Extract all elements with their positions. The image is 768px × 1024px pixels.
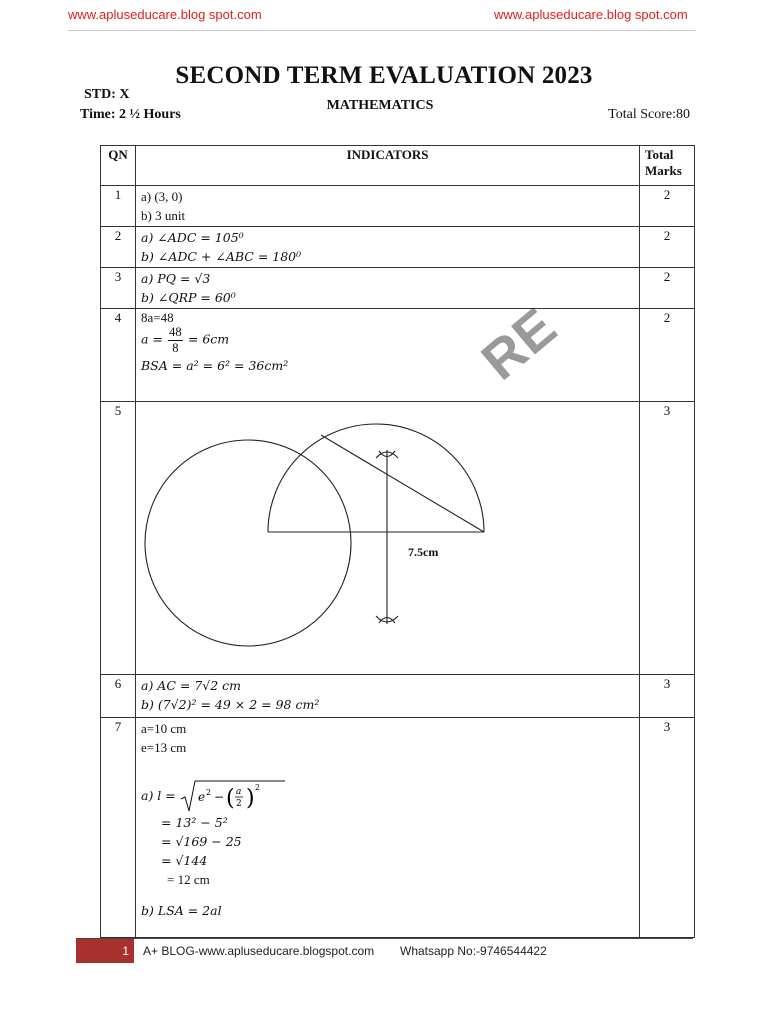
- marks-cell: 3: [640, 675, 695, 718]
- numerator: 48: [169, 325, 182, 339]
- qn-cell: 5: [101, 402, 136, 675]
- footer-divider: [76, 938, 693, 939]
- svg-text:): ): [246, 786, 255, 811]
- math-lhs: a =: [141, 331, 163, 347]
- marks-cell: 2: [640, 309, 695, 402]
- answer-line: a) PQ = √3: [141, 271, 211, 286]
- answer-line: e=13 cm: [141, 740, 187, 755]
- footer-whatsapp: Whatsapp No:-9746544422: [400, 944, 547, 958]
- answer-line: b) (7√2)² = 49 × 2 = 98 cm²: [141, 697, 320, 712]
- table-row: [101, 309, 695, 402]
- indicator-cell: [136, 718, 640, 938]
- qn-cell: 4: [101, 309, 136, 402]
- answer-line-formula: [141, 779, 634, 813]
- table-header-row: [101, 146, 695, 186]
- indicator-cell: [136, 309, 640, 402]
- answer-line: BSA = a² = 6² = 36cm²: [141, 358, 289, 373]
- header-marks: Total Marks: [640, 146, 695, 186]
- answer-key-table: [100, 145, 695, 938]
- table-row: [101, 186, 695, 227]
- exam-title: SECOND TERM EVALUATION 2023: [175, 62, 593, 89]
- fraction: [168, 325, 183, 356]
- indicator-cell: [136, 402, 640, 675]
- answer-line: = √144: [161, 853, 208, 868]
- footer-blog-link[interactable]: A+ BLOG-www.apluseducare.blogspot.com: [143, 944, 375, 958]
- header-qn: QN: [101, 146, 136, 186]
- answer-line: a) AC = 7√2 cm: [141, 678, 242, 693]
- marks-cell: 2: [640, 186, 695, 227]
- table-row: [101, 675, 695, 718]
- watermark: RE: [470, 296, 569, 392]
- slant-height-formula: [179, 779, 287, 815]
- svg-text:2: 2: [206, 788, 212, 797]
- marks-cell: 2: [640, 268, 695, 309]
- answer-line: = 13² − 5²: [161, 815, 228, 830]
- table-row: [101, 402, 695, 675]
- indicator-cell: [136, 268, 640, 309]
- indicator-cell: [136, 227, 640, 268]
- answer-line: = 12 cm: [167, 872, 210, 887]
- qn-cell: 3: [101, 268, 136, 309]
- table-row: [101, 268, 695, 309]
- answer-line: = √169 − 25: [161, 834, 242, 849]
- semicircle-arc: [268, 424, 484, 532]
- page-number: 1: [76, 939, 134, 963]
- answer-line: a) (3, 0): [141, 189, 183, 204]
- svg-text:−: −: [214, 790, 225, 804]
- time-label: Time: 2 ½ Hours: [80, 107, 181, 122]
- table-row: [101, 718, 695, 938]
- qn-cell: 2: [101, 227, 136, 268]
- answer-line: b) 3 unit: [141, 208, 186, 223]
- qn-cell: 7: [101, 718, 136, 938]
- svg-text:e: e: [198, 790, 206, 804]
- indicator-cell: [136, 675, 640, 718]
- subject-label: MATHEMATICS: [326, 98, 434, 113]
- answer-line: b) ∠QRP = 60⁰: [141, 290, 236, 305]
- total-score-label: Total Score:80: [608, 107, 690, 122]
- table-row: [101, 227, 695, 268]
- svg-text:2: 2: [236, 799, 242, 809]
- measurement-label: 7.5cm: [408, 545, 439, 559]
- answer-line-fraction: [141, 325, 634, 356]
- header-indicators: INDICATORS: [136, 146, 640, 186]
- indicator-cell: [136, 186, 640, 227]
- answer-line: 8a=48: [141, 310, 174, 325]
- tangent-line: [321, 435, 484, 532]
- std-label: STD: X: [84, 87, 130, 102]
- math-lhs: a) l =: [141, 787, 176, 803]
- math-rhs: = 6cm: [187, 331, 230, 347]
- answer-line: a) ∠ADC = 105⁰: [141, 230, 244, 245]
- marks-cell: 2: [640, 227, 695, 268]
- answer-line: b) LSA = 2al: [141, 903, 222, 918]
- header-divider: [68, 30, 696, 31]
- large-circle: [145, 440, 351, 646]
- marks-cell: 3: [640, 402, 695, 675]
- answer-line: b) ∠ADC + ∠ABC = 180⁰: [141, 249, 302, 264]
- qn-cell: 6: [101, 675, 136, 718]
- construction-diagram: [136, 402, 613, 670]
- denominator: 8: [172, 341, 179, 355]
- svg-text:2: 2: [255, 783, 261, 792]
- header-link-right[interactable]: www.apluseducare.blog spot.com: [494, 7, 688, 22]
- svg-text:a: a: [236, 787, 242, 797]
- answer-line: a=10 cm: [141, 721, 187, 736]
- svg-text:(: (: [226, 786, 235, 811]
- qn-cell: 1: [101, 186, 136, 227]
- marks-cell: 3: [640, 718, 695, 938]
- header-link-left[interactable]: www.apluseducare.blog spot.com: [68, 7, 262, 22]
